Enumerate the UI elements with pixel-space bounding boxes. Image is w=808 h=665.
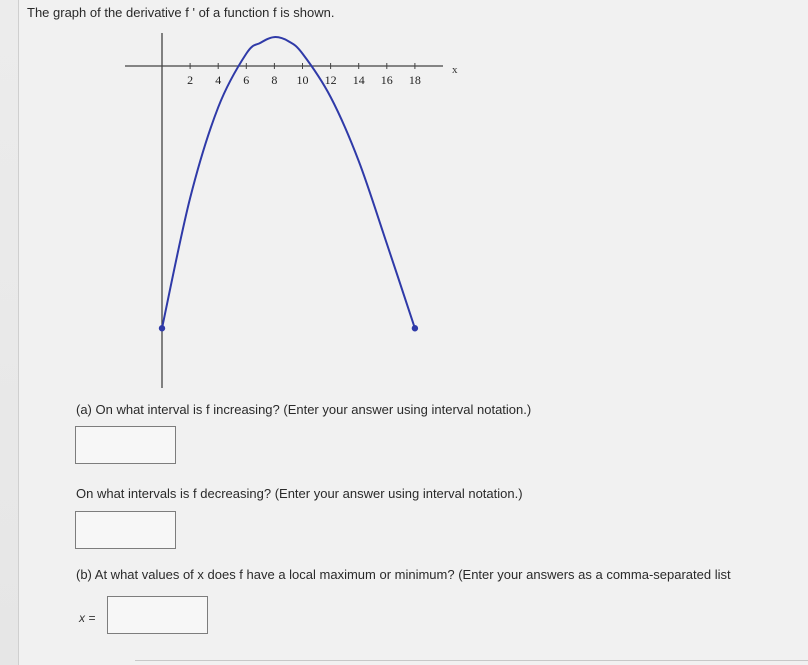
question-b-extrema: (b) At what values of x does f have a local maximum or minimum? (Enter your answers as a comma-separated list — [76, 567, 731, 582]
derivative-curve — [162, 37, 415, 328]
x-tick-label: 4 — [215, 73, 222, 87]
increasing-answer-input[interactable] — [75, 426, 176, 464]
x-tick-label: 2 — [187, 73, 194, 87]
curve-endpoint — [159, 325, 165, 331]
extrema-answer-input[interactable] — [107, 596, 208, 634]
problem-intro: The graph of the derivative f ' of a function f is shown. — [27, 5, 335, 20]
decreasing-answer-input[interactable] — [75, 511, 176, 549]
x-tick-label: 18 — [408, 73, 421, 87]
x-tick-label: 6 — [243, 73, 250, 87]
x-tick-label: 16 — [380, 73, 393, 87]
x-tick-label: 8 — [271, 73, 278, 87]
x-axis-label: x — [452, 64, 458, 76]
question-a-increasing: (a) On what interval is f increasing? (Enter your answer using interval notation.) — [76, 402, 532, 417]
curve-endpoint — [412, 325, 418, 331]
x-tick-label: 10 — [296, 73, 309, 87]
question-a-decreasing: On what intervals is f decreasing? (Enter your answer using interval notation.) — [76, 486, 523, 501]
divider-line — [135, 660, 808, 661]
x-tick-label: 14 — [352, 73, 365, 87]
x-equals-label: x = — [79, 611, 96, 625]
x-tick-label: 12 — [324, 73, 337, 87]
